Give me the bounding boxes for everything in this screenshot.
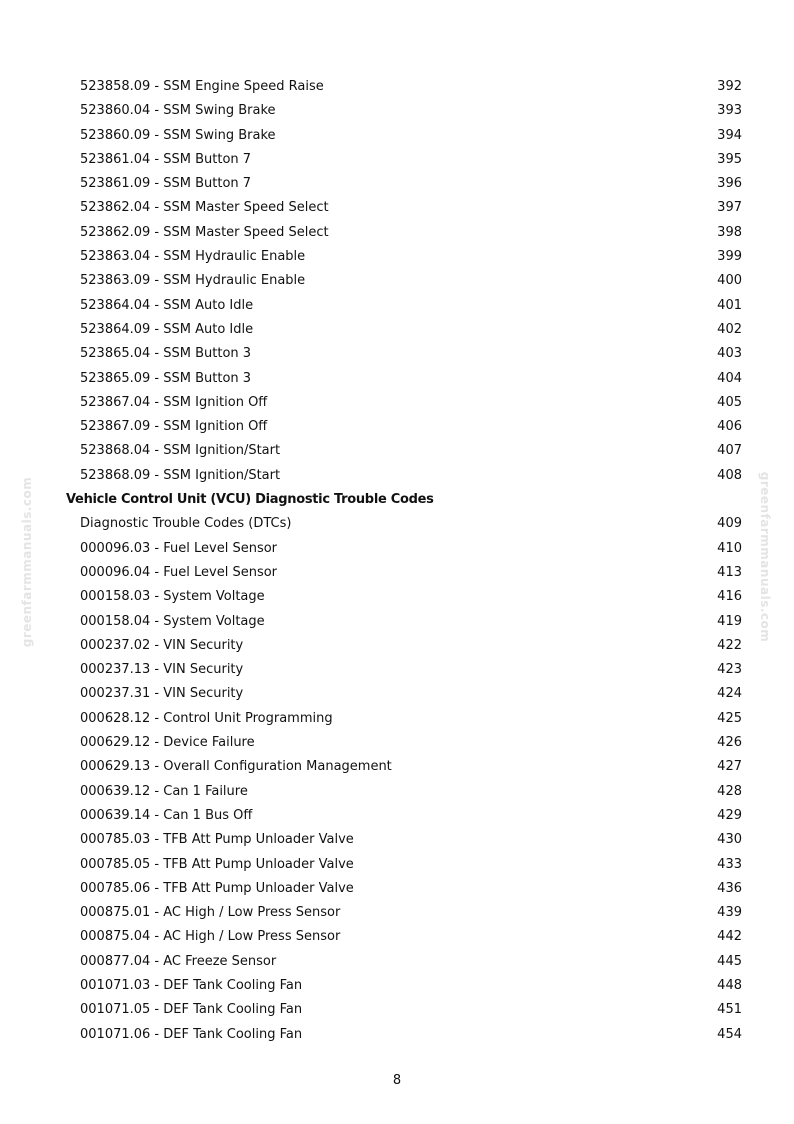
toc-entry-title: 523867.09 - SSM Ignition Off bbox=[80, 419, 268, 435]
toc-entry-title: 001071.03 - DEF Tank Cooling Fan bbox=[80, 977, 303, 993]
toc-entry-page-number: 395 bbox=[717, 151, 742, 167]
toc-entry-page-number: 439 bbox=[717, 905, 742, 921]
toc-entry-page-number: 409 bbox=[717, 516, 742, 532]
toc-entry-page-number: 436 bbox=[717, 880, 742, 896]
toc-entry-page-number: 398 bbox=[717, 224, 742, 240]
toc-entry-title: 523862.09 - SSM Master Speed Select bbox=[80, 224, 329, 240]
toc-entry-page-number: 402 bbox=[717, 321, 742, 337]
toc-entry-title: 523868.09 - SSM Ignition/Start bbox=[80, 467, 281, 483]
toc-entry-title: 523860.09 - SSM Swing Brake bbox=[80, 127, 276, 143]
toc-entry[interactable] bbox=[0, 221, 794, 245]
toc-entry[interactable] bbox=[0, 731, 794, 755]
toc-entry-title: 000237.13 - VIN Security bbox=[80, 662, 244, 678]
toc-entry-title: 523865.04 - SSM Button 3 bbox=[80, 346, 252, 362]
toc-entry-page-number: 413 bbox=[717, 564, 742, 580]
toc-entry-page-number: 416 bbox=[717, 589, 742, 605]
toc-entry-page-number: 428 bbox=[717, 783, 742, 799]
toc-entry-title: 000628.12 - Control Unit Programming bbox=[80, 710, 333, 726]
toc-entry-title: Diagnostic Trouble Codes (DTCs) bbox=[80, 516, 292, 532]
toc-entry[interactable] bbox=[0, 877, 794, 901]
toc-section-heading bbox=[0, 488, 794, 512]
toc-entry-page-number: 451 bbox=[717, 1002, 742, 1018]
toc-entry-page-number: 429 bbox=[717, 807, 742, 823]
table-of-contents bbox=[0, 75, 794, 1047]
toc-entry-page-number: 424 bbox=[717, 686, 742, 702]
toc-entry[interactable] bbox=[0, 974, 794, 998]
watermark-right: greenfarmmanuals.com bbox=[758, 471, 772, 643]
toc-entry-title: 523867.04 - SSM Ignition Off bbox=[80, 394, 268, 410]
toc-entry[interactable] bbox=[0, 682, 794, 706]
toc-entry-title: 000785.03 - TFB Att Pump Unloader Valve bbox=[80, 832, 354, 848]
toc-entry[interactable] bbox=[0, 367, 794, 391]
toc-entry[interactable] bbox=[0, 828, 794, 852]
toc-entry-title: 000785.06 - TFB Att Pump Unloader Valve bbox=[80, 880, 354, 896]
toc-entry-title: 523858.09 - SSM Engine Speed Raise bbox=[80, 79, 324, 94]
toc-entry[interactable] bbox=[0, 658, 794, 682]
toc-entry[interactable] bbox=[0, 75, 794, 99]
toc-entry-title: 000639.14 - Can 1 Bus Off bbox=[80, 807, 253, 823]
toc-entry-title: 523863.09 - SSM Hydraulic Enable bbox=[80, 273, 306, 289]
toc-entry[interactable] bbox=[0, 124, 794, 148]
toc-entry-title: 523861.04 - SSM Button 7 bbox=[80, 151, 252, 167]
page-number: 8 bbox=[392, 1073, 402, 1088]
section-heading-title: Vehicle Control Unit (VCU) Diagnostic Trouble Codes bbox=[66, 492, 434, 508]
toc-entry[interactable] bbox=[0, 950, 794, 974]
toc-entry[interactable] bbox=[0, 925, 794, 949]
toc-entry-page-number: 454 bbox=[717, 1026, 742, 1042]
toc-entry[interactable] bbox=[0, 585, 794, 609]
toc-entry[interactable] bbox=[0, 148, 794, 172]
toc-entry[interactable] bbox=[0, 318, 794, 342]
toc-entry-page-number: 399 bbox=[717, 249, 742, 265]
toc-entry-page-number: 445 bbox=[717, 953, 742, 969]
toc-entry-page-number: 404 bbox=[717, 370, 742, 386]
toc-entry-title: 000875.01 - AC High / Low Press Sensor bbox=[80, 905, 341, 921]
toc-entry-page-number: 430 bbox=[717, 832, 742, 848]
toc-entry-title: 523868.04 - SSM Ignition/Start bbox=[80, 443, 281, 459]
toc-entry[interactable] bbox=[0, 1023, 794, 1047]
toc-entry-title: 000237.31 - VIN Security bbox=[80, 686, 244, 702]
toc-entry[interactable] bbox=[0, 269, 794, 293]
toc-entry[interactable] bbox=[0, 172, 794, 196]
toc-entry-title: 523862.04 - SSM Master Speed Select bbox=[80, 200, 329, 216]
toc-entry-page-number: 425 bbox=[717, 710, 742, 726]
toc-entry-page-number: 393 bbox=[717, 103, 742, 119]
toc-entry[interactable] bbox=[0, 804, 794, 828]
toc-entry-page-number: 392 bbox=[717, 79, 742, 94]
toc-entry-title: 523865.09 - SSM Button 3 bbox=[80, 370, 252, 386]
toc-entry-page-number: 397 bbox=[717, 200, 742, 216]
toc-entry[interactable] bbox=[0, 610, 794, 634]
toc-entry-page-number: 426 bbox=[717, 735, 742, 751]
toc-entry-title: 000096.04 - Fuel Level Sensor bbox=[80, 564, 278, 580]
toc-entry-page-number: 400 bbox=[717, 273, 742, 289]
toc-entry-title: 523861.09 - SSM Button 7 bbox=[80, 176, 252, 192]
toc-entry-title: 000639.12 - Can 1 Failure bbox=[80, 783, 248, 799]
toc-entry[interactable] bbox=[0, 707, 794, 731]
toc-entry-page-number: 406 bbox=[717, 419, 742, 435]
toc-entry[interactable] bbox=[0, 780, 794, 804]
toc-entry[interactable] bbox=[0, 853, 794, 877]
toc-entry-page-number: 407 bbox=[717, 443, 742, 459]
toc-entry-title: 001071.06 - DEF Tank Cooling Fan bbox=[80, 1026, 303, 1042]
toc-entry-title: 523860.04 - SSM Swing Brake bbox=[80, 103, 276, 119]
toc-entry-page-number: 401 bbox=[717, 297, 742, 313]
toc-entry-page-number: 433 bbox=[717, 856, 742, 872]
toc-entry-page-number: 403 bbox=[717, 346, 742, 362]
toc-entry-page-number: 394 bbox=[717, 127, 742, 143]
toc-entry[interactable] bbox=[0, 464, 794, 488]
toc-entry-page-number: 448 bbox=[717, 977, 742, 993]
toc-entry[interactable] bbox=[0, 245, 794, 269]
toc-entry[interactable] bbox=[0, 512, 794, 536]
toc-entry[interactable] bbox=[0, 561, 794, 585]
toc-entry-title: 000875.04 - AC High / Low Press Sensor bbox=[80, 929, 341, 945]
toc-entry-page-number: 423 bbox=[717, 662, 742, 678]
toc-entry[interactable] bbox=[0, 99, 794, 123]
toc-entry-page-number: 442 bbox=[717, 929, 742, 945]
toc-entry[interactable] bbox=[0, 196, 794, 220]
toc-entry-title: 000629.12 - Device Failure bbox=[80, 735, 255, 751]
toc-entry-page-number: 410 bbox=[717, 540, 742, 556]
toc-entry[interactable] bbox=[0, 439, 794, 463]
toc-entry[interactable] bbox=[0, 901, 794, 925]
toc-entry[interactable] bbox=[0, 415, 794, 439]
toc-entry[interactable] bbox=[0, 342, 794, 366]
toc-entry[interactable] bbox=[0, 634, 794, 658]
toc-entry-title: 523863.04 - SSM Hydraulic Enable bbox=[80, 249, 306, 265]
toc-entry-page-number: 427 bbox=[717, 759, 742, 775]
toc-entry-title: 001071.05 - DEF Tank Cooling Fan bbox=[80, 1002, 303, 1018]
toc-entry-page-number: 408 bbox=[717, 467, 742, 483]
watermark-left: greenfarmmanuals.com bbox=[20, 476, 34, 648]
toc-entry-page-number: 422 bbox=[717, 637, 742, 653]
toc-entry-title: 000096.03 - Fuel Level Sensor bbox=[80, 540, 278, 556]
toc-entry[interactable] bbox=[0, 294, 794, 318]
toc-entry-page-number: 419 bbox=[717, 613, 742, 629]
toc-entry-title: 000877.04 - AC Freeze Sensor bbox=[80, 953, 277, 969]
toc-entry-title: 523864.04 - SSM Auto Idle bbox=[80, 297, 254, 313]
toc-entry-title: 000237.02 - VIN Security bbox=[80, 637, 244, 653]
toc-entry-title: 523864.09 - SSM Auto Idle bbox=[80, 321, 254, 337]
toc-entry-page-number: 396 bbox=[717, 176, 742, 192]
toc-entry[interactable] bbox=[0, 391, 794, 415]
toc-entry[interactable] bbox=[0, 998, 794, 1022]
toc-entry-title: 000785.05 - TFB Att Pump Unloader Valve bbox=[80, 856, 354, 872]
toc-entry-title: 000158.03 - System Voltage bbox=[80, 589, 265, 605]
toc-entry[interactable] bbox=[0, 537, 794, 561]
toc-entry-page-number: 405 bbox=[717, 394, 742, 410]
toc-entry-title: 000629.13 - Overall Configuration Management bbox=[80, 759, 392, 775]
toc-entry-title: 000158.04 - System Voltage bbox=[80, 613, 265, 629]
toc-entry[interactable] bbox=[0, 755, 794, 779]
